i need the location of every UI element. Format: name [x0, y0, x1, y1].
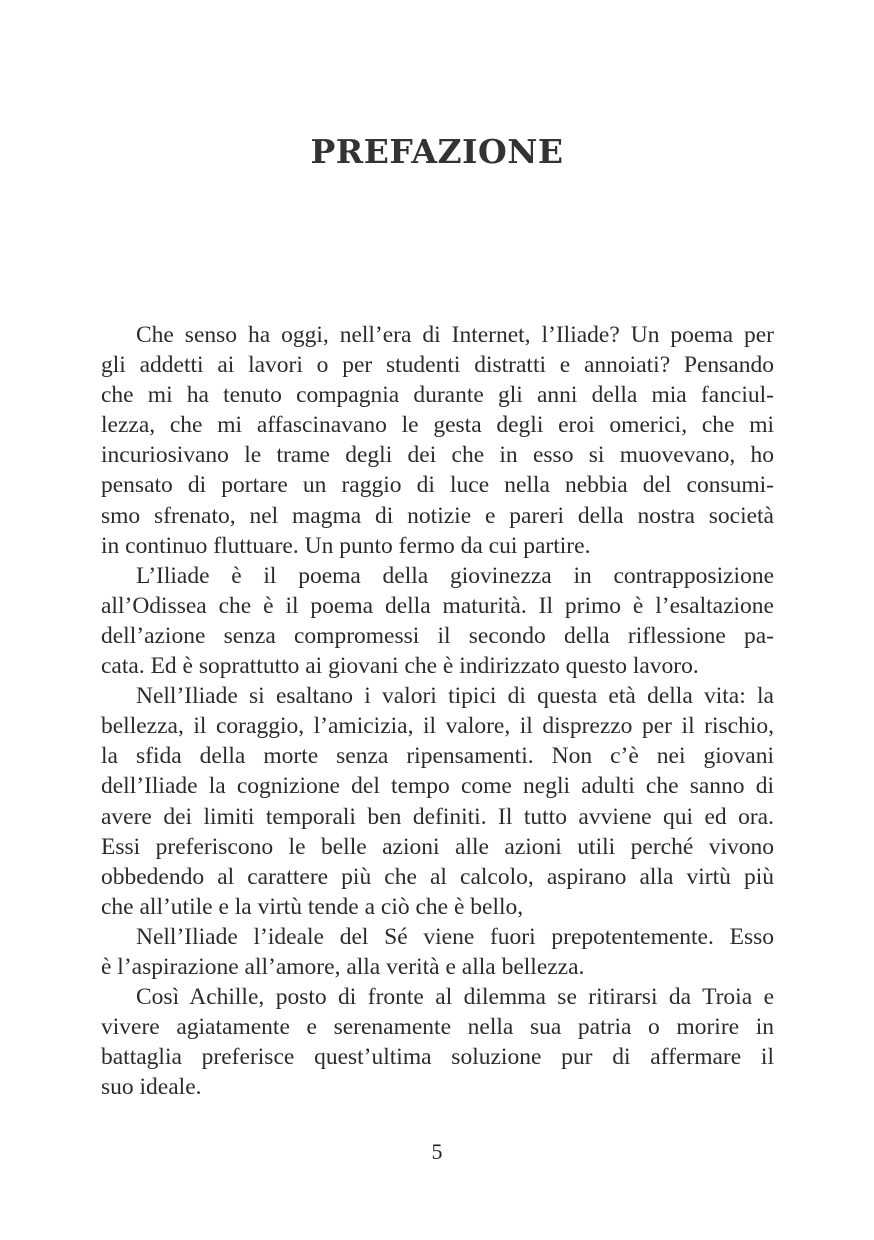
text-line: L’Iliade è il poema della giovinezza in contrapposizione — [136, 562, 774, 589]
paragraph — [101, 320, 774, 561]
page-number: 5 — [431, 1139, 443, 1164]
text-line: incuriosivano le trame degli dei che in esso si muovevano, ho — [101, 442, 774, 469]
text-line: che all’utile e la virtù tende a ciò che è bello, — [101, 893, 524, 920]
text-line: Essi preferiscono le belle azioni alle azioni utili perché vivono — [101, 833, 774, 860]
text-line: dell’azione senza compromessi il secondo della riflessione pa- — [101, 622, 774, 649]
paragraph — [101, 561, 774, 681]
text-line: Nell’Iliade si esaltano i valori tipici di questa età della vita: la — [136, 683, 774, 710]
text-line: è l’aspirazione all’amore, alla verità e alla bellezza. — [101, 953, 585, 980]
paragraph — [101, 982, 774, 1102]
text-line: bellezza, il coraggio, l’amicizia, il valore, il disprezzo per il rischio, — [101, 713, 774, 740]
text-line: Così Achille, posto di fronte al dilemma se ritirarsi da Troia e — [136, 984, 774, 1011]
preface-body — [101, 320, 774, 1102]
text-line: all’Odissea che è il poema della maturità. Il primo è l’esaltazione — [101, 592, 774, 619]
text-line: Nell’Iliade l’ideale del Sé viene fuori prepotentemente. Esso — [136, 923, 774, 950]
text-line: che mi ha tenuto compagnia durante gli anni della mia fanciul- — [101, 382, 774, 409]
text-line: smo sfrenato, nel magma di notizie e pareri della nostra società — [101, 502, 774, 529]
text-line: battaglia preferisce quest’ultima soluzione pur di affermare il — [101, 1044, 774, 1071]
text-line: lezza, che mi affascinavano le gesta degli eroi omerici, che mi — [101, 412, 774, 439]
text-line: Che senso ha oggi, nell’era di Internet, l’Iliade? Un poema per — [136, 322, 774, 348]
text-line: avere dei limiti temporali ben definiti. Il tutto avviene qui ed ora. — [101, 803, 774, 830]
text-line: suo ideale. — [101, 1074, 202, 1101]
paragraph — [101, 922, 774, 982]
text-line: gli addetti ai lavori o per studenti distratti e annoiati? Pensando — [101, 352, 774, 379]
text-line: la sfida della morte senza ripensamenti. Non c’è nei giovani — [101, 743, 774, 770]
text-line: cata. Ed è soprattutto ai giovani che è indirizzato questo lavoro. — [101, 653, 699, 680]
page-title: PREFAZIONE — [310, 132, 564, 171]
text-line: in continuo fluttuare. Un punto fermo da cui partire. — [101, 532, 591, 559]
text-line: obbedendo al carattere più che al calcolo, aspirano alla virtù più — [101, 863, 774, 890]
paragraph — [101, 681, 774, 922]
text-line: pensato di portare un raggio di luce nella nebbia del consumi- — [101, 472, 774, 499]
text-line: vivere agiatamente e serenamente nella sua patria o morire in — [101, 1014, 774, 1041]
text-line: dell’Iliade la cognizione del tempo come negli adulti che sanno di — [101, 773, 774, 800]
